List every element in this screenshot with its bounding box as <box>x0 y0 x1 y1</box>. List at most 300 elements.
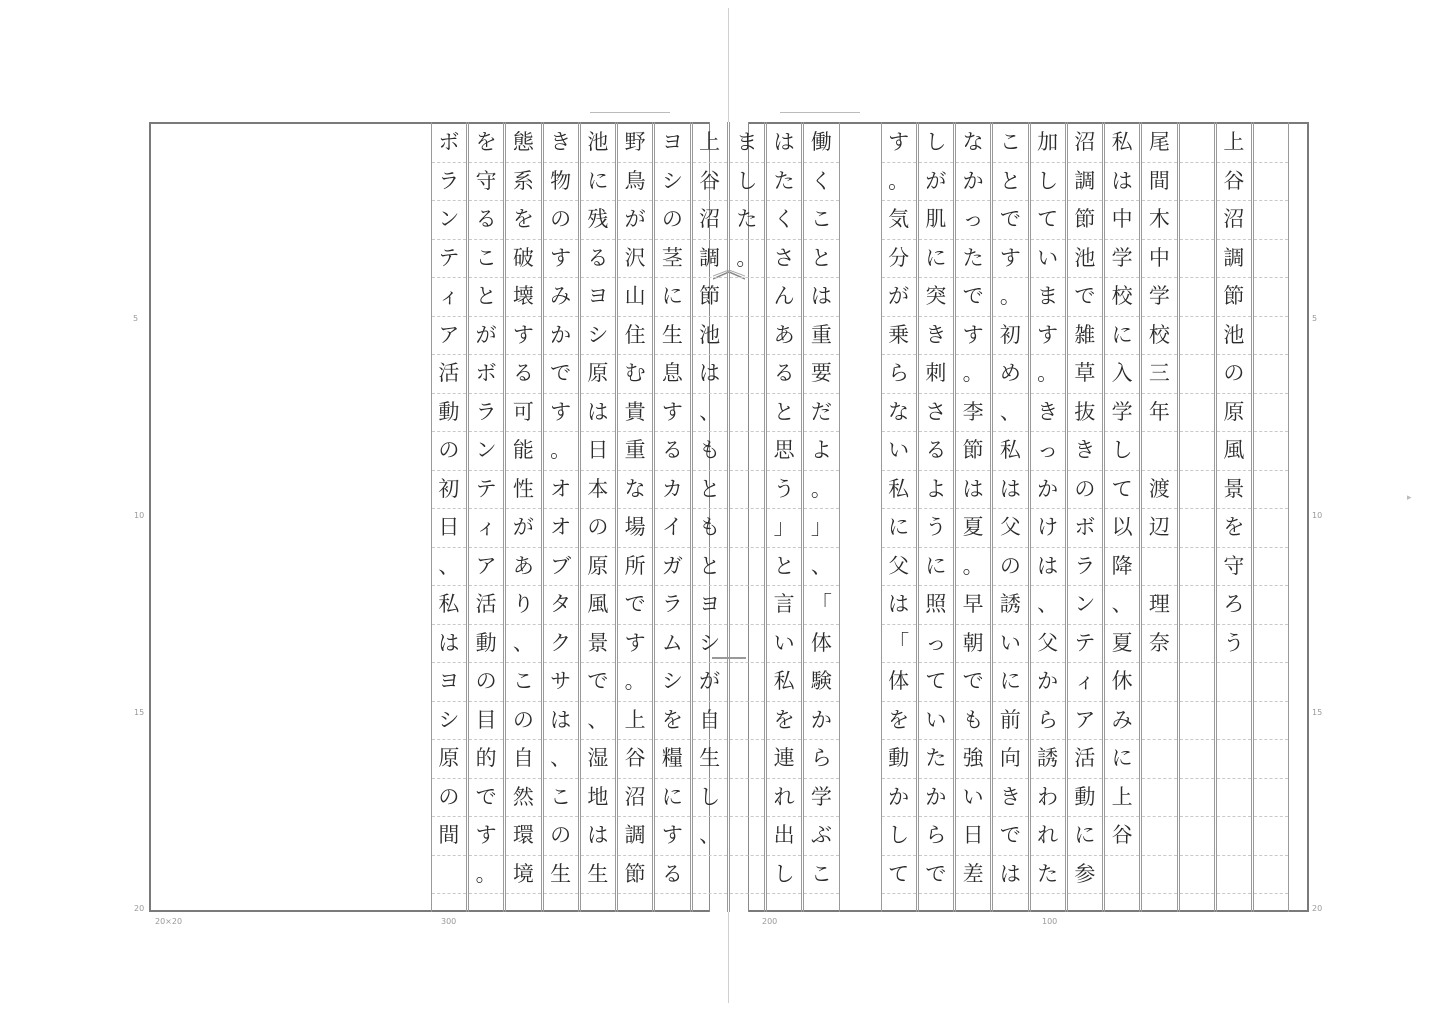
grid-cell: き <box>544 124 578 163</box>
side-number-5-left: 5 <box>133 314 139 323</box>
grid-cell: 沢 <box>618 240 652 279</box>
grid-cell: 「 <box>804 586 838 625</box>
grid-cell: 学 <box>804 779 838 818</box>
grid-cell: ア <box>1068 702 1102 741</box>
grid-cell: 校 <box>1142 317 1176 356</box>
grid-cell: ィ <box>432 278 466 317</box>
grid-cell: 物 <box>544 163 578 202</box>
grid-cell: み <box>1105 702 1139 741</box>
grid-column <box>617 122 653 912</box>
grid-column <box>580 122 616 912</box>
grid-cell: す <box>956 317 990 356</box>
grid-cell: ら <box>919 817 953 856</box>
grid-cell: 渡 <box>1142 471 1176 510</box>
grid-cell: う <box>919 509 953 548</box>
grid-cell: 、 <box>506 625 540 664</box>
grid-cell: 刺 <box>919 355 953 394</box>
grid-cell <box>730 740 764 779</box>
grid-cell: の <box>581 509 615 548</box>
grid-cell: が <box>618 201 652 240</box>
grid-cell: れ <box>767 779 801 818</box>
grid-cell: 、 <box>432 548 466 587</box>
grid-cell: か <box>804 702 838 741</box>
grid-cell: 」 <box>804 509 838 548</box>
grid-cell: い <box>956 779 990 818</box>
grid-cell <box>1180 779 1214 818</box>
grid-cell: は <box>1105 163 1139 202</box>
grid-cell <box>432 856 466 895</box>
grid-cell <box>1254 586 1288 625</box>
grid-cell: で <box>469 779 503 818</box>
side-number-15-left: 15 <box>134 708 145 717</box>
grid-cell: 学 <box>1105 240 1139 279</box>
grid-cell: か <box>919 779 953 818</box>
grid-cell <box>1180 240 1214 279</box>
grid-cell: 活 <box>432 355 466 394</box>
grid-cell: 働 <box>804 124 838 163</box>
grid-cell <box>1254 856 1288 895</box>
grid-cell: 池 <box>1217 317 1251 356</box>
grid-cell: が <box>919 163 953 202</box>
grid-cell: ま <box>730 124 764 163</box>
grid-cell: イ <box>655 509 689 548</box>
grid-cell: の <box>544 201 578 240</box>
grid-cell: 連 <box>767 740 801 779</box>
grid-cell: に <box>1068 817 1102 856</box>
grid-cell: 調 <box>1068 163 1102 202</box>
grid-cell: 。 <box>544 432 578 471</box>
grid-cell: 三 <box>1142 355 1176 394</box>
grid-cell <box>730 471 764 510</box>
grid-cell <box>730 509 764 548</box>
grid-cell: の <box>1217 355 1251 394</box>
grid-cell: 日 <box>432 509 466 548</box>
grid-cell: る <box>767 355 801 394</box>
grid-cell: ン <box>1068 586 1102 625</box>
grid-cell: に <box>581 163 615 202</box>
grid-cell: て <box>1031 201 1065 240</box>
grid-cell: 動 <box>882 740 916 779</box>
grid-cell <box>1180 394 1214 433</box>
grid-cell <box>1180 471 1214 510</box>
grid-cell: 風 <box>581 586 615 625</box>
grid-cell: 中 <box>1142 240 1176 279</box>
grid-cell: に <box>993 663 1027 702</box>
grid-cell: 上 <box>1105 779 1139 818</box>
grid-cell: ら <box>804 740 838 779</box>
grid-cell: し <box>730 163 764 202</box>
grid-cell: ア <box>432 317 466 356</box>
grid-cell: で <box>581 663 615 702</box>
grid-cell: サ <box>544 663 578 702</box>
grid-cell: で <box>993 817 1027 856</box>
grid-cell <box>1217 663 1251 702</box>
grid-cell: も <box>693 432 727 471</box>
grid-cell: 父 <box>993 509 1027 548</box>
grid-cell <box>1180 817 1214 856</box>
grid-cell <box>1180 432 1214 471</box>
grid-cell: ま <box>1031 278 1065 317</box>
grid-cell: 乗 <box>882 317 916 356</box>
grid-cell: れ <box>1031 817 1065 856</box>
grid-cell: の <box>1068 471 1102 510</box>
grid-cell: 私 <box>882 471 916 510</box>
grid-cell: 学 <box>1142 278 1176 317</box>
grid-cell: き <box>919 317 953 356</box>
grid-cell: 原 <box>581 548 615 587</box>
grid-cell <box>730 856 764 895</box>
grid-cell: 出 <box>767 817 801 856</box>
grid-cell: る <box>655 432 689 471</box>
grid-cell: る <box>919 432 953 471</box>
grid-cell: っ <box>956 201 990 240</box>
grid-cell: 池 <box>1068 240 1102 279</box>
grid-cell: が <box>506 509 540 548</box>
grid-cell: 重 <box>804 317 838 356</box>
grid-cell: し <box>1105 432 1139 471</box>
grid-cell: た <box>956 240 990 279</box>
grid-cell: す <box>506 317 540 356</box>
grid-cell: と <box>693 548 727 587</box>
grid-cell: な <box>882 394 916 433</box>
grid-cell: い <box>919 702 953 741</box>
grid-cell: 間 <box>1142 163 1176 202</box>
grid-cell: 谷 <box>1217 163 1251 202</box>
top-dash-right <box>780 112 860 113</box>
grid-cell: 地 <box>581 779 615 818</box>
side-number-20-right: 20 <box>1312 904 1323 913</box>
grid-cell: し <box>767 856 801 895</box>
grid-cell: 。 <box>956 548 990 587</box>
grid-cell: 沼 <box>618 779 652 818</box>
grid-cell: 残 <box>581 201 615 240</box>
grid-cell: 茎 <box>655 240 689 279</box>
grid-cell: を <box>469 124 503 163</box>
grid-cell: で <box>919 856 953 895</box>
grid-cell: 池 <box>581 124 615 163</box>
grid-cell: 初 <box>432 471 466 510</box>
grid-cell: の <box>655 201 689 240</box>
grid-cell: 本 <box>581 471 615 510</box>
grid-cell: 要 <box>804 355 838 394</box>
grid-column <box>881 122 917 912</box>
grid-cell: な <box>618 471 652 510</box>
grid-cell: さ <box>767 240 801 279</box>
grid-cell: て <box>882 856 916 895</box>
grid-cell: 沼 <box>1068 124 1102 163</box>
grid-cell: と <box>767 394 801 433</box>
grid-cell <box>1180 278 1214 317</box>
grid-cell: 住 <box>618 317 652 356</box>
grid-cell <box>1254 240 1288 279</box>
top-dash-left <box>590 112 670 113</box>
grid-cell: 休 <box>1105 663 1139 702</box>
grid-cell: 景 <box>1217 471 1251 510</box>
grid-cell <box>1180 702 1214 741</box>
grid-cell: は <box>581 394 615 433</box>
grid-cell: り <box>506 586 540 625</box>
grid-cell: す <box>655 817 689 856</box>
grid-column <box>654 122 690 912</box>
grid-cell: 沼 <box>693 201 727 240</box>
grid-cell: で <box>956 663 990 702</box>
grid-cell: ク <box>544 625 578 664</box>
grid-cell: 糧 <box>655 740 689 779</box>
grid-cell: め <box>993 355 1027 394</box>
grid-cell: 活 <box>1068 740 1102 779</box>
grid-cell: 、 <box>1031 586 1065 625</box>
grid-cell: 重 <box>618 432 652 471</box>
grid-cell <box>1142 779 1176 818</box>
grid-cell: よ <box>804 432 838 471</box>
grid-cell: 差 <box>956 856 990 895</box>
grid-cell: と <box>469 278 503 317</box>
grid-cell: を <box>655 702 689 741</box>
grid-cell: 。 <box>618 663 652 702</box>
grid-cell <box>693 856 727 895</box>
grid-cell: 体 <box>804 625 838 664</box>
grid-cell: け <box>1031 509 1065 548</box>
grid-cell <box>1180 355 1214 394</box>
grid-cell <box>1254 394 1288 433</box>
grid-cell: 突 <box>919 278 953 317</box>
grid-cell: 尾 <box>1142 124 1176 163</box>
grid-cell <box>730 432 764 471</box>
grid-cell: し <box>919 124 953 163</box>
grid-cell: か <box>1031 471 1065 510</box>
grid-cell: こ <box>544 779 578 818</box>
grid-cell: も <box>693 509 727 548</box>
grid-cell: 動 <box>1068 779 1102 818</box>
grid-cell <box>1254 702 1288 741</box>
grid-column <box>1253 122 1289 912</box>
grid-cell <box>730 625 764 664</box>
grid-cell: を <box>767 702 801 741</box>
grid-cell: ィ <box>469 509 503 548</box>
margin-speck: ▸ <box>1407 493 1412 503</box>
grid-cell: テ <box>432 240 466 279</box>
grid-cell <box>1254 317 1288 356</box>
grid-cell: ボ <box>1068 509 1102 548</box>
grid-cell: 。 <box>469 856 503 895</box>
grid-cell: 守 <box>469 163 503 202</box>
grid-cell: 降 <box>1105 548 1139 587</box>
grid-cell <box>730 394 764 433</box>
grid-cell <box>1142 432 1176 471</box>
grid-cell <box>1180 548 1214 587</box>
grid-cell: 原 <box>581 355 615 394</box>
grid-cell: く <box>767 201 801 240</box>
grid-cell: に <box>882 509 916 548</box>
grid-cell: 父 <box>882 548 916 587</box>
grid-cell: を <box>506 201 540 240</box>
grid-cell: に <box>919 548 953 587</box>
side-number-20-left: 20 <box>134 904 145 913</box>
grid-cell: ヨ <box>655 124 689 163</box>
grid-cell: 抜 <box>1068 394 1102 433</box>
grid-column <box>729 122 765 912</box>
grid-cell <box>730 586 764 625</box>
grid-cell: 中 <box>1105 201 1139 240</box>
grid-cell: す <box>882 124 916 163</box>
grid-cell: い <box>767 625 801 664</box>
grid-cell: 肌 <box>919 201 953 240</box>
side-number-10-left: 10 <box>134 511 145 520</box>
grid-cell: 私 <box>432 586 466 625</box>
grid-cell: 私 <box>1105 124 1139 163</box>
grid-cell: 私 <box>767 663 801 702</box>
grid-column <box>1216 122 1252 912</box>
grid-cell: る <box>581 240 615 279</box>
grid-cell: 日 <box>581 432 615 471</box>
grid-cell <box>1142 740 1176 779</box>
grid-cell: 節 <box>693 278 727 317</box>
grid-cell: と <box>993 163 1027 202</box>
grid-cell: 入 <box>1105 355 1139 394</box>
char-count-100: 100 <box>1042 917 1058 926</box>
grid-cell <box>1254 355 1288 394</box>
grid-cell: が <box>882 278 916 317</box>
char-count-300: 300 <box>441 917 457 926</box>
grid-cell: 李 <box>956 394 990 433</box>
grid-cell <box>730 779 764 818</box>
grid-cell <box>1142 856 1176 895</box>
grid-cell: ア <box>469 548 503 587</box>
grid-cell <box>1180 740 1214 779</box>
grid-cell: し <box>693 779 727 818</box>
grid-cell: 雑 <box>1068 317 1102 356</box>
grid-cell <box>1254 740 1288 779</box>
grid-cell: 調 <box>693 240 727 279</box>
grid-cell: で <box>993 201 1027 240</box>
grid-cell: 草 <box>1068 355 1102 394</box>
grid-cell <box>1254 471 1288 510</box>
grid-cell: の <box>432 432 466 471</box>
grid-cell: 前 <box>993 702 1027 741</box>
grid-cell: 節 <box>618 856 652 895</box>
grid-cell: 生 <box>581 856 615 895</box>
grid-cell: 生 <box>544 856 578 895</box>
grid-cell: で <box>618 586 652 625</box>
grid-cell: た <box>730 201 764 240</box>
grid-cell: 節 <box>1068 201 1102 240</box>
grid-cell: ラ <box>469 394 503 433</box>
grid-cell: 貴 <box>618 394 652 433</box>
grid-cell: 態 <box>506 124 540 163</box>
grid-cell: 向 <box>993 740 1027 779</box>
grid-column <box>1030 122 1066 912</box>
grid-cell: タ <box>544 586 578 625</box>
grid-cell: は <box>804 278 838 317</box>
grid-cell <box>730 355 764 394</box>
grid-cell: す <box>469 817 503 856</box>
grid-column <box>1067 122 1103 912</box>
grid-cell: す <box>1031 317 1065 356</box>
grid-cell: 壊 <box>506 278 540 317</box>
grid-cell: に <box>919 240 953 279</box>
grid-cell <box>1254 201 1288 240</box>
grid-cell <box>1254 548 1288 587</box>
side-number-15-right: 15 <box>1312 708 1323 717</box>
grid-cell: ラ <box>655 586 689 625</box>
grid-cell: き <box>993 779 1027 818</box>
grid-cell: ろ <box>1217 586 1251 625</box>
grid-cell: の <box>469 663 503 702</box>
grid-cell <box>1254 278 1288 317</box>
grid-cell <box>1254 663 1288 702</box>
grid-cell: の <box>506 702 540 741</box>
grid-cell <box>1180 586 1214 625</box>
grid-cell <box>1142 548 1176 587</box>
grid-cell: 「 <box>882 625 916 664</box>
grid-column <box>1104 122 1140 912</box>
grid-cell: こ <box>804 856 838 895</box>
grid-cell: 環 <box>506 817 540 856</box>
grid-cell: 生 <box>693 740 727 779</box>
grid-cell: 守 <box>1217 548 1251 587</box>
grid-cell: み <box>544 278 578 317</box>
grid-cell: 谷 <box>1105 817 1139 856</box>
grid-cell <box>1142 702 1176 741</box>
grid-cell <box>1254 124 1288 163</box>
grid-cell: ヨ <box>581 278 615 317</box>
grid-cell: さ <box>919 394 953 433</box>
grid-cell: 体 <box>882 663 916 702</box>
grid-cell: た <box>919 740 953 779</box>
grid-cell: 」 <box>767 509 801 548</box>
grid-cell: こ <box>993 124 1027 163</box>
grid-cell: こ <box>804 201 838 240</box>
grid-cell: を <box>1217 509 1251 548</box>
grid-cell <box>1217 779 1251 818</box>
grid-cell: ぶ <box>804 817 838 856</box>
grid-cell: は <box>993 856 1027 895</box>
grid-cell: 初 <box>993 317 1027 356</box>
grid-cell: 験 <box>804 663 838 702</box>
grid-cell: 参 <box>1068 856 1102 895</box>
grid-cell: ボ <box>469 355 503 394</box>
grid-cell <box>1254 817 1288 856</box>
grid-cell: 山 <box>618 278 652 317</box>
grid-cell: が <box>693 663 727 702</box>
grid-cell: 、 <box>993 394 1027 433</box>
grid-cell: は <box>882 586 916 625</box>
grid-cell: ん <box>767 278 801 317</box>
grid-cell: に <box>655 779 689 818</box>
grid-cell: シ <box>655 663 689 702</box>
grid-cell: 校 <box>1105 278 1139 317</box>
grid-cell <box>730 278 764 317</box>
grid-cell: あ <box>767 317 801 356</box>
grid-cell: は <box>581 817 615 856</box>
grid-column <box>1141 122 1177 912</box>
grid-cell: 性 <box>506 471 540 510</box>
side-number-5-right: 5 <box>1312 314 1318 323</box>
grid-cell: 年 <box>1142 394 1176 433</box>
grid-cell: ら <box>1031 702 1065 741</box>
grid-cell: こ <box>506 663 540 702</box>
grid-cell <box>730 663 764 702</box>
grid-cell: 加 <box>1031 124 1065 163</box>
grid-cell: っ <box>1031 432 1065 471</box>
grid-cell: も <box>956 702 990 741</box>
grid-cell <box>1254 779 1288 818</box>
grid-cell: 上 <box>693 124 727 163</box>
grid-cell: 、 <box>693 817 727 856</box>
grid-cell: シ <box>655 163 689 202</box>
grid-cell: 動 <box>432 394 466 433</box>
grid-size-label: 20×20 <box>155 917 183 926</box>
